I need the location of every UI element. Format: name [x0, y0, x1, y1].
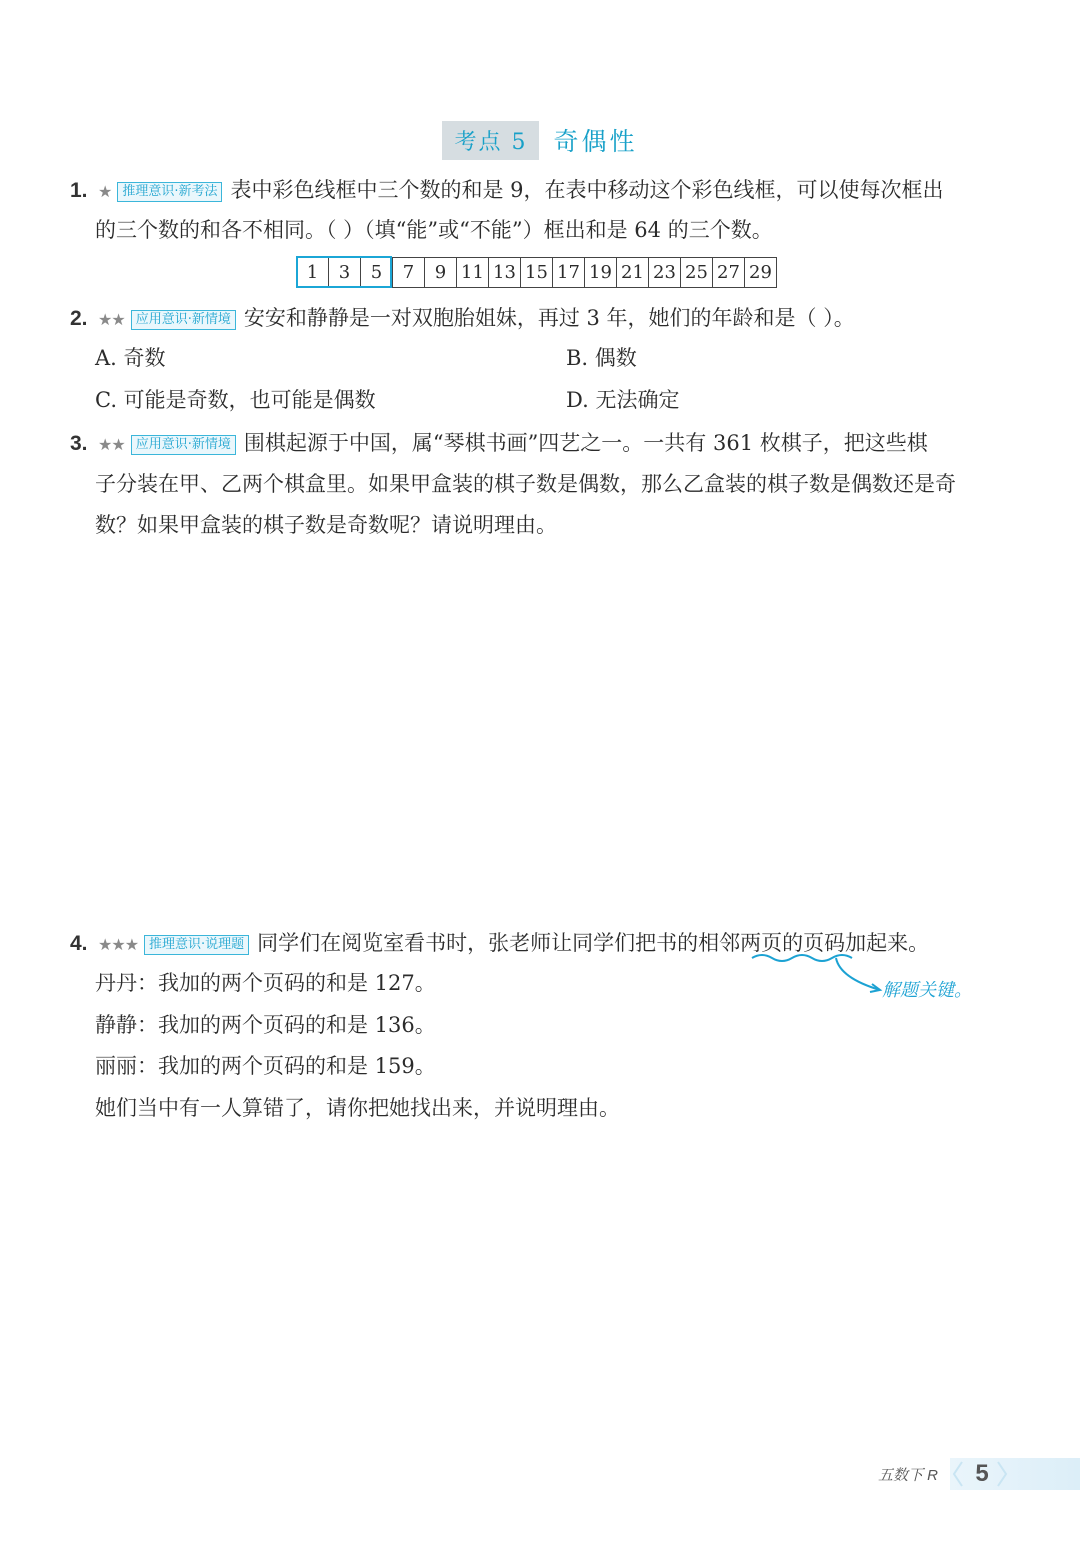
q2-option-c: C. 可能是奇数，也可能是偶数: [95, 388, 376, 412]
number-cell: 29: [749, 262, 772, 283]
footer-label: 五数下 R: [878, 1467, 939, 1484]
number-cell: 15: [521, 258, 553, 287]
number-cell: 9: [425, 258, 457, 287]
q2-line1: [70, 304, 855, 334]
number-cell: 25: [681, 258, 713, 287]
section-header: [0, 118, 1080, 162]
q3-number: 3.: [70, 432, 88, 455]
difficulty-star-icon: ★★: [98, 310, 125, 329]
q1-line1: [70, 176, 944, 206]
q2-option-a: A. 奇数: [95, 346, 166, 370]
key-note: 解题关键。: [882, 980, 972, 1001]
q4-text-2: 丹丹：我加的两个页码的和是 127。: [95, 971, 436, 995]
difficulty-star-icon: ★★★: [98, 935, 139, 954]
number-cell: 17: [553, 258, 585, 287]
q4-tag: 推理意识·说理题: [144, 935, 249, 955]
number-cell: 23: [649, 258, 681, 287]
q3-text-2: 子分装在甲、乙两个棋盒里。如果甲盒装的棋子数是偶数，那么乙盒装的棋子数是偶数还是奇: [95, 472, 956, 496]
q3-tag: 应用意识·新情境: [131, 435, 236, 455]
q2-tag: 应用意识·新情境: [131, 310, 236, 330]
number-cell: 3: [329, 258, 361, 287]
difficulty-star-icon: ★★: [98, 435, 125, 454]
page-number: 5: [975, 1460, 989, 1487]
number-cell: 5: [361, 258, 393, 287]
q2-number: 2.: [70, 307, 88, 330]
section-badge: 考点 5: [442, 121, 539, 160]
number-cell: 13: [489, 258, 521, 287]
number-cell: 11: [457, 258, 489, 287]
number-cell: 27: [713, 258, 745, 287]
section-title: 奇偶性: [553, 127, 638, 156]
q3-text-3: 数？如果甲盒装的棋子数是奇数呢？请说明理由。: [95, 513, 557, 537]
q4-text-4: 丽丽：我加的两个页码的和是 159。: [95, 1054, 436, 1078]
q4-text-1: 同学们在阅览室看书时，张老师让同学们把书的相邻两页的页码加起来。: [257, 931, 930, 955]
q3-line1: [70, 429, 928, 459]
q3-text-1: 围棋起源于中国，属“琴棋书画”四艺之一。一共有 361 枚棋子，把这些棋: [243, 431, 928, 455]
q4-text-5: 她们当中有一人算错了，请你把她找出来，并说明理由。: [95, 1096, 620, 1120]
q2-text-1: 安安和静静是一对双胞胎姐妹，再过 3 年，她们的年龄和是（ ）。: [243, 306, 855, 330]
number-cell: 7: [393, 258, 425, 287]
q4-number: 4.: [70, 932, 88, 955]
q4-text-3: 静静：我加的两个页码的和是 136。: [95, 1013, 436, 1037]
number-cell: 21: [617, 258, 649, 287]
number-cell: 19: [585, 258, 617, 287]
q1-number: 1.: [70, 179, 88, 202]
q2-option-d: D. 无法确定: [566, 388, 680, 412]
q1-text-2: 的三个数的和各不相同。（ ）（填“能”或“不能”）框出和是 64 的三个数。: [95, 218, 773, 242]
number-cell: 1: [297, 258, 329, 287]
q1-text-1: 表中彩色线框中三个数的和是 9，在表中移动这个彩色线框，可以使每次框出: [230, 178, 944, 202]
colored-frame: [296, 256, 392, 288]
q2-option-b: B. 偶数: [566, 346, 637, 370]
q1-tag: 推理意识·新考法: [117, 182, 222, 202]
difficulty-star-icon: ★: [98, 182, 112, 201]
